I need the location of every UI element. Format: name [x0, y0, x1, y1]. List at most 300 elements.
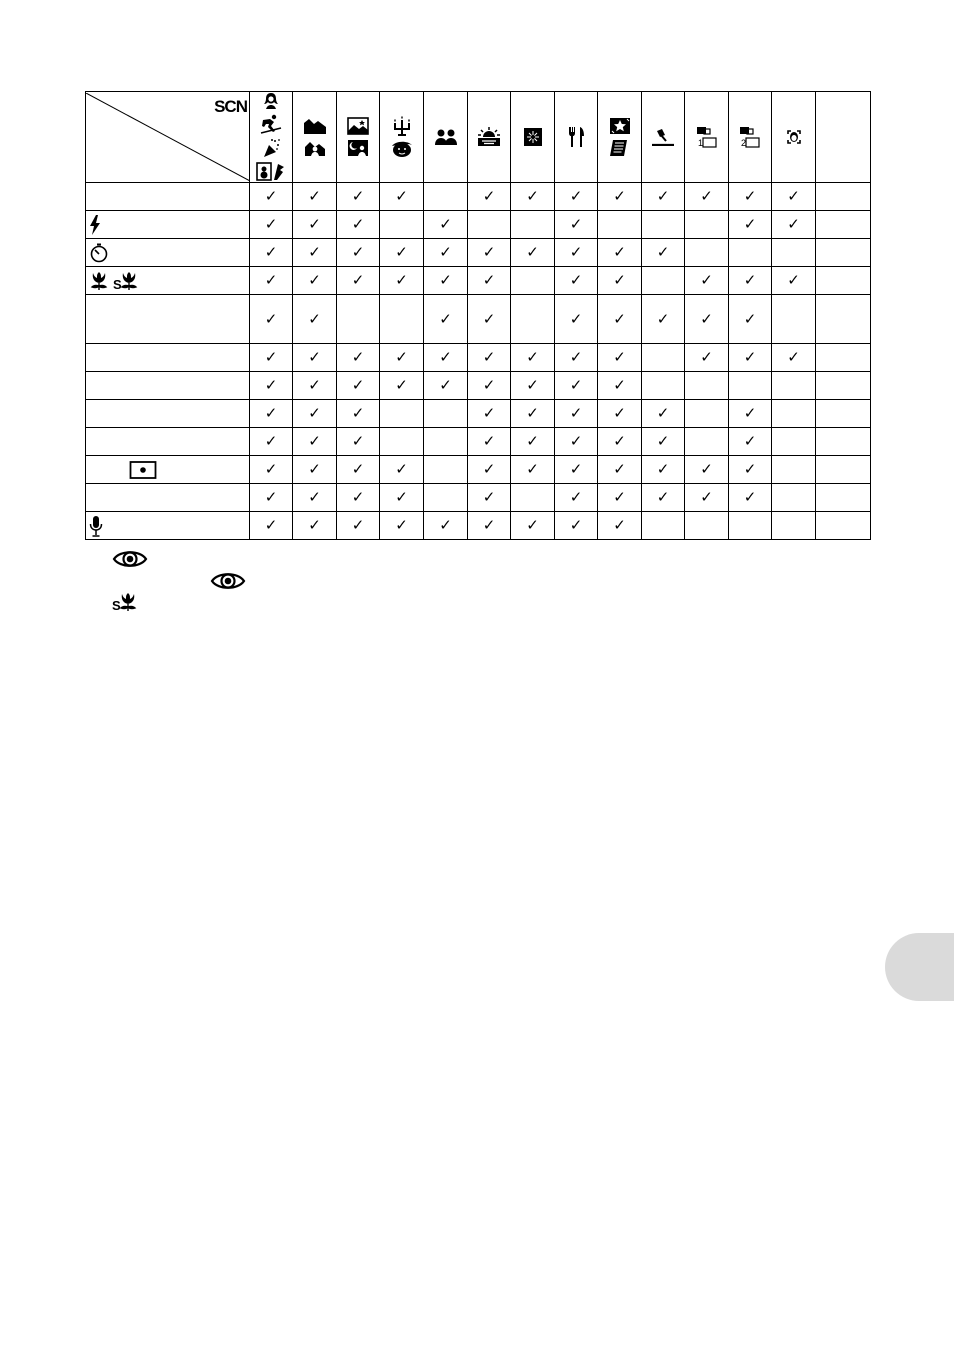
check-cell	[598, 344, 642, 372]
check-mark: ✓	[308, 309, 321, 328]
check-cell	[424, 372, 468, 400]
check-mark: ✓	[351, 404, 365, 422]
check-mark: ✓	[395, 187, 408, 205]
check-mark: ✓	[526, 187, 539, 205]
fireworks-icon	[523, 127, 543, 147]
scene-column-header	[642, 92, 685, 183]
check-mark: ✓	[482, 488, 496, 506]
check-cell	[511, 295, 555, 344]
check-cell	[598, 267, 642, 295]
check-mark: ✓	[351, 187, 365, 205]
check-cell	[380, 183, 424, 211]
check-cell	[293, 344, 337, 372]
check-mark: ✓	[482, 271, 496, 289]
check-mark: ✓	[569, 488, 583, 506]
check-cell	[555, 344, 598, 372]
check-cell	[816, 183, 871, 211]
check-cell	[642, 400, 685, 428]
table-row	[86, 484, 871, 512]
candle-icon	[391, 116, 413, 136]
scene-column-header	[424, 92, 468, 183]
check-mark: ✓	[569, 516, 583, 534]
check-mark: ✓	[700, 187, 713, 205]
check-mark: ✓	[656, 404, 670, 422]
check-cell	[685, 428, 729, 456]
check-cell	[511, 267, 555, 295]
check-cell	[555, 512, 598, 540]
table-row	[86, 400, 871, 428]
check-mark: ✓	[743, 187, 757, 205]
check-mark: ✓	[395, 488, 408, 506]
check-cell	[468, 456, 511, 484]
check-mark: ✓	[351, 516, 365, 534]
row-label-cell	[86, 400, 250, 428]
check-mark: ✓	[569, 243, 583, 261]
check-cell	[468, 512, 511, 540]
portrait-icon	[262, 92, 280, 110]
check-cell	[772, 428, 816, 456]
check-cell	[468, 239, 511, 267]
check-cell	[511, 183, 555, 211]
check-cell	[772, 344, 816, 372]
check-cell	[772, 183, 816, 211]
check-cell	[511, 400, 555, 428]
check-cell	[642, 512, 685, 540]
check-cell	[816, 428, 871, 456]
check-cell	[555, 372, 598, 400]
party-icon	[261, 138, 281, 158]
row-label-cell	[86, 183, 250, 211]
table-row	[86, 456, 871, 484]
check-cell	[337, 267, 380, 295]
check-cell	[424, 456, 468, 484]
check-mark: ✓	[264, 432, 278, 450]
svg-text:1: 1	[697, 138, 703, 148]
check-cell	[337, 512, 380, 540]
scene-column-header	[380, 92, 424, 183]
check-cell	[293, 456, 337, 484]
check-mark: ✓	[308, 348, 321, 366]
row-label-cell	[86, 484, 250, 512]
check-cell	[598, 239, 642, 267]
check-mark: ✓	[743, 309, 757, 328]
check-cell	[424, 344, 468, 372]
check-cell	[772, 456, 816, 484]
check-cell	[598, 456, 642, 484]
sunset-icon	[477, 127, 501, 147]
check-cell	[555, 456, 598, 484]
landscape-icon	[303, 117, 327, 135]
check-cell	[511, 344, 555, 372]
check-mark: ✓	[308, 271, 321, 289]
check-mark: ✓	[308, 376, 321, 394]
landscape-portrait-icon	[304, 139, 326, 157]
night-portrait-icon	[347, 139, 369, 157]
check-cell	[816, 372, 871, 400]
check-mark: ✓	[700, 309, 713, 328]
check-mark: ✓	[308, 187, 321, 205]
scene-column-header	[337, 92, 380, 183]
check-mark: ✓	[787, 271, 800, 289]
check-cell	[468, 295, 511, 344]
header-corner-cell	[86, 92, 250, 183]
check-cell	[250, 295, 293, 344]
sport-icon	[260, 114, 282, 134]
beach-snow-icon	[256, 162, 286, 182]
check-mark: ✓	[482, 460, 496, 478]
check-cell	[555, 484, 598, 512]
check-mark: ✓	[351, 488, 365, 506]
check-cell	[555, 428, 598, 456]
check-mark: ✓	[482, 348, 496, 366]
check-cell	[772, 267, 816, 295]
check-cell	[642, 484, 685, 512]
check-cell	[598, 400, 642, 428]
check-cell	[816, 295, 871, 344]
red-eye-icon	[210, 578, 246, 595]
check-mark: ✓	[787, 215, 800, 233]
check-cell	[380, 512, 424, 540]
table-row	[86, 211, 871, 239]
check-cell	[293, 267, 337, 295]
check-cell	[816, 211, 871, 239]
check-cell	[337, 372, 380, 400]
scene-column-header	[555, 92, 598, 183]
check-cell	[380, 400, 424, 428]
check-mark: ✓	[526, 516, 539, 534]
check-mark: ✓	[351, 348, 365, 366]
check-cell	[642, 295, 685, 344]
check-mark: ✓	[656, 432, 670, 450]
check-mark: ✓	[264, 243, 278, 261]
check-cell	[511, 372, 555, 400]
check-cell	[685, 484, 729, 512]
check-mark: ✓	[569, 215, 583, 233]
check-mark: ✓	[569, 271, 583, 289]
check-mark: ✓	[613, 516, 626, 534]
check-cell	[685, 183, 729, 211]
check-cell	[468, 267, 511, 295]
footnote-1	[112, 549, 148, 574]
check-cell	[729, 239, 772, 267]
check-mark: ✓	[700, 348, 713, 366]
check-mark: ✓	[613, 460, 626, 478]
check-cell	[511, 428, 555, 456]
check-mark: ✓	[351, 376, 365, 394]
check-mark: ✓	[656, 187, 670, 205]
check-cell	[598, 211, 642, 239]
check-mark: ✓	[395, 348, 408, 366]
check-cell	[642, 456, 685, 484]
check-cell	[424, 400, 468, 428]
check-mark: ✓	[700, 460, 713, 478]
check-mark: ✓	[439, 516, 452, 534]
check-mark: ✓	[526, 460, 539, 478]
self-timer-icon	[89, 243, 109, 263]
check-mark: ✓	[264, 376, 278, 394]
check-cell	[337, 428, 380, 456]
check-cell	[598, 512, 642, 540]
check-cell	[816, 512, 871, 540]
auction-icon	[651, 128, 675, 146]
check-mark: ✓	[264, 488, 278, 506]
check-mark: ✓	[264, 215, 278, 233]
check-cell	[511, 211, 555, 239]
check-mark: ✓	[264, 309, 278, 328]
check-cell	[555, 267, 598, 295]
check-cell	[729, 456, 772, 484]
table-row	[86, 372, 871, 400]
row-label-cell	[86, 211, 250, 239]
check-mark: ✓	[613, 187, 626, 205]
check-cell	[729, 211, 772, 239]
check-cell	[468, 428, 511, 456]
check-mark: ✓	[787, 187, 800, 205]
check-cell	[685, 295, 729, 344]
check-cell	[293, 183, 337, 211]
frame-2-icon	[739, 126, 761, 148]
check-cell	[685, 239, 729, 267]
check-cell	[598, 428, 642, 456]
table-row	[86, 183, 871, 211]
scene-column-header	[250, 92, 293, 183]
check-cell	[250, 211, 293, 239]
document-icon	[609, 139, 631, 157]
check-mark: ✓	[308, 488, 321, 506]
check-cell	[250, 239, 293, 267]
check-cell	[816, 344, 871, 372]
check-mark: ✓	[569, 376, 583, 394]
check-mark: ✓	[569, 187, 583, 205]
check-cell	[555, 295, 598, 344]
check-mark: ✓	[526, 348, 539, 366]
check-cell	[250, 484, 293, 512]
check-cell	[424, 484, 468, 512]
row-label-cell	[86, 428, 250, 456]
check-mark: ✓	[351, 271, 365, 289]
check-cell	[250, 372, 293, 400]
check-cell	[729, 428, 772, 456]
check-cell	[729, 344, 772, 372]
check-cell	[729, 512, 772, 540]
check-mark: ✓	[482, 309, 496, 328]
check-cell	[772, 211, 816, 239]
check-mark: ✓	[743, 404, 757, 422]
check-cell	[729, 400, 772, 428]
check-cell	[337, 344, 380, 372]
row-label-cell	[86, 344, 250, 372]
table-row	[86, 428, 871, 456]
check-cell	[598, 183, 642, 211]
check-cell	[685, 267, 729, 295]
check-mark: ✓	[482, 516, 496, 534]
check-cell	[555, 239, 598, 267]
check-mark: ✓	[613, 488, 626, 506]
check-cell	[424, 239, 468, 267]
check-mark: ✓	[613, 271, 626, 289]
check-cell	[642, 344, 685, 372]
frame-1-icon	[696, 126, 718, 148]
check-cell	[424, 183, 468, 211]
check-cell	[293, 400, 337, 428]
check-mark: ✓	[526, 404, 539, 422]
check-cell	[250, 183, 293, 211]
check-cell	[642, 183, 685, 211]
footnote-3	[112, 592, 138, 617]
check-mark: ✓	[613, 309, 626, 328]
check-cell	[293, 512, 337, 540]
check-cell	[337, 400, 380, 428]
check-mark: ✓	[526, 376, 539, 394]
check-cell	[642, 267, 685, 295]
check-mark: ✓	[264, 348, 278, 366]
check-mark: ✓	[656, 243, 670, 261]
check-cell	[380, 428, 424, 456]
baby-icon	[390, 140, 414, 158]
check-mark: ✓	[439, 243, 452, 261]
check-mark: ✓	[395, 516, 408, 534]
check-mark: ✓	[308, 243, 321, 261]
check-cell	[772, 484, 816, 512]
check-mark: ✓	[613, 432, 626, 450]
table-row	[86, 512, 871, 540]
scene-compatibility-table	[85, 91, 871, 540]
check-mark: ✓	[700, 488, 713, 506]
check-cell	[468, 211, 511, 239]
check-mark: ✓	[439, 215, 452, 233]
high-sensitivity-icon	[609, 117, 631, 135]
check-cell	[642, 372, 685, 400]
check-mark: ✓	[482, 243, 496, 261]
row-label-cell	[86, 372, 250, 400]
row-label-cell	[86, 295, 250, 344]
check-mark: ✓	[613, 404, 626, 422]
check-cell	[685, 456, 729, 484]
check-cell	[642, 211, 685, 239]
check-cell	[772, 512, 816, 540]
footnote-2	[210, 571, 246, 596]
check-cell	[468, 372, 511, 400]
check-mark: ✓	[656, 488, 670, 506]
table-row	[86, 239, 871, 267]
scene-column-header	[293, 92, 337, 183]
check-cell	[293, 372, 337, 400]
check-cell	[772, 372, 816, 400]
table-row	[86, 344, 871, 372]
check-cell	[816, 400, 871, 428]
table-header-row	[86, 92, 871, 183]
check-cell	[424, 211, 468, 239]
check-cell	[511, 239, 555, 267]
check-cell	[424, 512, 468, 540]
check-cell	[293, 428, 337, 456]
check-cell	[555, 400, 598, 428]
check-mark: ✓	[308, 215, 321, 233]
check-mark: ✓	[351, 432, 365, 450]
check-cell	[380, 239, 424, 267]
check-cell	[250, 344, 293, 372]
check-mark: ✓	[308, 404, 321, 422]
check-mark: ✓	[743, 215, 757, 233]
check-mark: ✓	[482, 376, 496, 394]
row-label-cell	[86, 456, 250, 484]
check-cell	[337, 211, 380, 239]
check-cell	[772, 295, 816, 344]
check-mark: ✓	[395, 460, 408, 478]
super-macro-icon	[112, 599, 138, 616]
check-mark: ✓	[700, 271, 713, 289]
check-mark: ✓	[743, 460, 757, 478]
check-mark: ✓	[264, 271, 278, 289]
check-mark: ✓	[264, 460, 278, 478]
check-cell	[772, 400, 816, 428]
macro-icon	[89, 271, 109, 291]
check-cell	[816, 484, 871, 512]
check-cell	[250, 400, 293, 428]
check-mark: ✓	[308, 460, 321, 478]
check-mark: ✓	[482, 404, 496, 422]
svg-text:S: S	[112, 598, 121, 612]
check-cell	[380, 456, 424, 484]
check-cell	[816, 267, 871, 295]
check-mark: ✓	[395, 243, 408, 261]
check-cell	[424, 295, 468, 344]
check-cell	[293, 211, 337, 239]
check-cell	[642, 428, 685, 456]
check-cell	[729, 183, 772, 211]
check-cell	[337, 295, 380, 344]
check-cell	[250, 456, 293, 484]
check-mark: ✓	[264, 516, 278, 534]
red-eye-icon	[112, 556, 148, 573]
scene-column-header	[772, 92, 816, 183]
check-mark: ✓	[351, 460, 365, 478]
scene-column-header	[729, 92, 772, 183]
check-cell	[380, 295, 424, 344]
page-thumb-tab	[885, 933, 954, 1001]
check-cell	[685, 512, 729, 540]
spot-metering-icon	[129, 460, 157, 480]
check-mark: ✓	[743, 348, 757, 366]
scene-column-header	[511, 92, 555, 183]
row-label-cell	[86, 512, 250, 540]
check-mark: ✓	[308, 432, 321, 450]
check-cell	[598, 295, 642, 344]
check-cell	[337, 456, 380, 484]
check-cell	[511, 484, 555, 512]
row-label-cell	[86, 267, 250, 295]
food-icon	[566, 126, 586, 148]
check-cell	[468, 183, 511, 211]
check-mark: ✓	[308, 516, 321, 534]
check-cell	[468, 484, 511, 512]
check-mark: ✓	[351, 215, 365, 233]
check-cell	[337, 183, 380, 211]
check-cell	[380, 344, 424, 372]
check-mark: ✓	[395, 271, 408, 289]
check-cell	[424, 428, 468, 456]
check-mark: ✓	[743, 488, 757, 506]
check-mark: ✓	[439, 376, 452, 394]
check-mark: ✓	[264, 187, 278, 205]
check-cell	[380, 372, 424, 400]
check-cell	[511, 512, 555, 540]
scene-column-header	[598, 92, 642, 183]
check-mark: ✓	[569, 432, 583, 450]
check-cell	[555, 183, 598, 211]
check-cell	[380, 211, 424, 239]
scene-column-header	[816, 92, 871, 183]
